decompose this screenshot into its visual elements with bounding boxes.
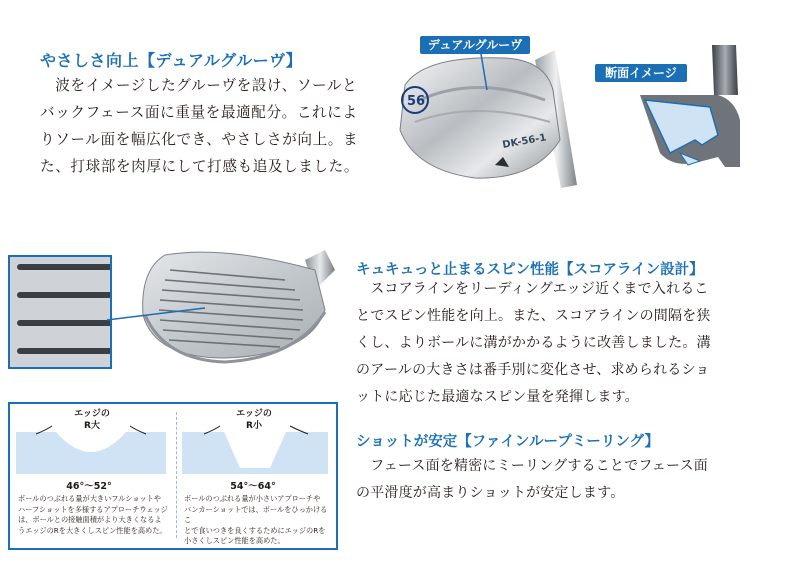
section1-line: バックフェース面に重量を最適配分。これによ [40, 104, 358, 121]
panel-divider [176, 412, 178, 538]
groove-right-column [180, 406, 332, 546]
large-radius-label-line1: エッジの [74, 409, 110, 419]
section3-line: フェース面を精密にミーリングすることでフェース面 [356, 458, 708, 474]
closeup-pointer [105, 300, 225, 330]
section2-body [356, 276, 766, 411]
wedge-back-image [385, 30, 585, 190]
section1-line: た、打球部を肉厚にして打感も追及しました。 [40, 158, 360, 175]
section1-line: 波をイメージしたグルーヴを設け、ソールと [40, 77, 358, 94]
small-radius-label [224, 408, 284, 432]
groove-left-column [14, 406, 170, 546]
large-radius-degrees: 46°～52° [66, 481, 112, 492]
section1-line: りソール面を幅広化でき、やさしさが向上。ま [40, 131, 359, 148]
note-line: バンカーショットでは、ボールをひっかけるこ [184, 504, 328, 524]
section3-body [356, 453, 766, 507]
small-radius-degrees: 54°～64° [230, 481, 276, 492]
large-radius-label [62, 408, 122, 432]
section2-line: とでスピン性能を向上。また、スコアラインの間隔を狭 [356, 308, 711, 324]
section2-line: ットに応じた最適なスピン量を発揮します。 [356, 389, 639, 405]
large-radius-notes [18, 494, 172, 536]
section2-line: のアールの大きさは番手別に変化させ、求められるショ [356, 362, 710, 378]
note-line: は、ボールとの接触面積がより大きくなるよ [18, 515, 162, 524]
small-radius-notes [184, 494, 332, 547]
dual-groove-callout: デュアルグルーヴ [420, 36, 530, 54]
cross-section-callout: 断面イメージ [595, 64, 687, 82]
note-line: 小さくしスピン性能を高めた。 [184, 536, 285, 545]
small-radius-label-line2: R小 [246, 421, 262, 431]
section2-heading: キュキュっと止まるスピン性能【スコアライン設計】 [356, 262, 704, 278]
section2-line: くし、よりボールに溝がかかるように改善しました。溝 [356, 335, 711, 351]
note-line: ボールのつぶれる量が小さいアプローチや [184, 494, 321, 503]
model-marking: DK-56-1 [501, 132, 548, 151]
small-radius-label-line1: エッジの [236, 409, 272, 419]
note-line: うエッジのRを大きくしスピン性能を高めた。 [18, 525, 167, 535]
section1-heading: やさしさ向上【デュアルグルーヴ】 [40, 51, 303, 70]
section3-heading: ショットが安定【ファインループミーリング】 [356, 434, 659, 450]
note-line: ハーフショットを多様するアプローチウェッジ [18, 504, 168, 514]
loft-marking: 56 [407, 94, 426, 109]
groove-closeup-image [8, 255, 112, 369]
large-radius-label-line2: R大 [84, 421, 100, 431]
note-line: ボールのつぶれる量が大きいフルショットや [18, 494, 161, 503]
section3-line: の平滑度が高まりショットが安定します。 [356, 485, 625, 501]
section1-body [40, 72, 370, 180]
groove-comparison-panel [8, 402, 338, 550]
section2-line: スコアラインをリーディングエッジ近くまで入れるこ [356, 281, 709, 297]
groove-lines [10, 257, 110, 367]
note-line: とで食いつきを良くするためにエッジのRを [184, 525, 326, 535]
